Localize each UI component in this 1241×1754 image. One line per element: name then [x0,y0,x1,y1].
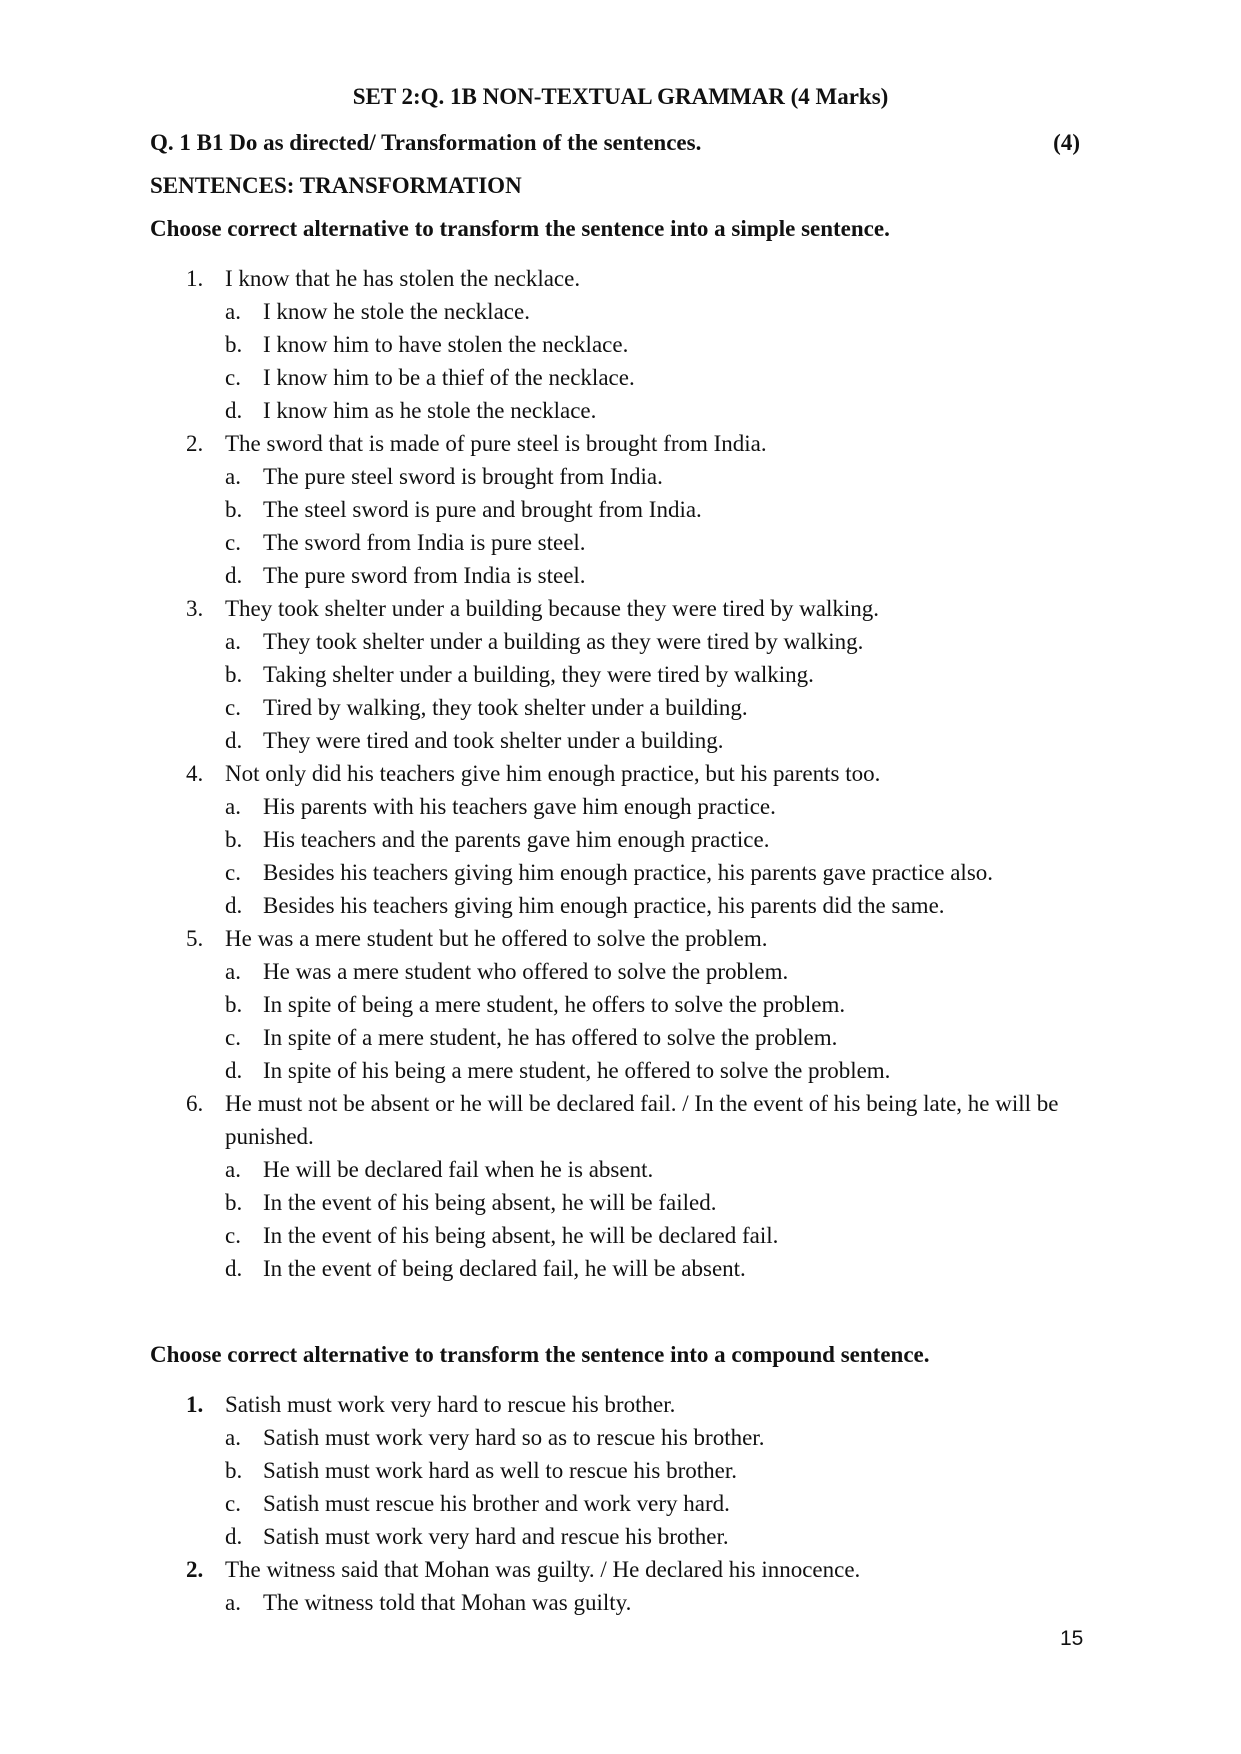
question-text: He must not be absent or he will be declared fail. / In the event of his being late, he will be punished. [225,1091,1059,1149]
question-item [150,1087,1090,1153]
option-letter: c. [225,695,241,720]
option-letter: d. [225,1058,243,1083]
option-text: They took shelter under a building as they were tired by walking. [263,629,864,654]
question-item [150,757,1090,790]
option-letter: b. [225,662,243,687]
option-letter: d. [225,563,243,588]
option-text: Tired by walking, they took shelter under a building. [263,695,748,720]
option-item [150,1421,1090,1454]
option-item [150,955,1090,988]
option-letter: b. [225,992,243,1017]
question-number: 5. [186,926,204,951]
option-letter: a. [225,464,241,489]
option-letter: d. [225,728,243,753]
option-text: The sword from India is pure steel. [263,530,586,555]
simple-question-list [150,262,1090,1285]
option-letter: a. [225,959,241,984]
option-letter: c. [225,860,241,885]
option-text: Taking shelter under a building, they were tired by walking. [263,662,814,687]
question-item [150,262,1090,295]
question-text: Q. 1 B1 Do as directed/ Transformation of the sentences. [150,130,702,155]
compound-instruction: Choose correct alternative to transform the sentence into a compound sentence. [150,1342,930,1367]
option-letter: a. [225,794,241,819]
option-text: The witness told that Mohan was guilty. [263,1590,632,1615]
option-letter: b. [225,332,243,357]
option-text: In spite of being a mere student, he offers to solve the problem. [263,992,846,1017]
option-text: I know him to be a thief of the necklace. [263,365,635,390]
option-text: In spite of a mere student, he has offered to solve the problem. [263,1025,838,1050]
option-item [150,1454,1090,1487]
question-number: 6. [186,1091,204,1116]
question-number: 2. [186,431,204,456]
option-letter: d. [225,1256,243,1281]
option-item [150,559,1090,592]
question-text: He was a mere student but he offered to solve the problem. [225,926,768,951]
question-text: Not only did his teachers give him enough practice, but his parents too. [225,761,881,786]
option-text: The pure steel sword is brought from India. [263,464,663,489]
question-item [150,1388,1090,1421]
option-text: His parents with his teachers gave him enough practice. [263,794,776,819]
option-letter: b. [225,497,243,522]
option-item [150,1219,1090,1252]
option-text: Satish must work very hard so as to rescue his brother. [263,1425,765,1450]
option-text: The steel sword is pure and brought from India. [263,497,702,522]
option-text: In spite of his being a mere student, he offered to solve the problem. [263,1058,891,1083]
option-letter: c. [225,530,241,555]
option-item [150,988,1090,1021]
option-letter: c. [225,1491,241,1516]
option-letter: b. [225,827,243,852]
option-text: In the event of being declared fail, he will be absent. [263,1256,746,1281]
option-item [150,1054,1090,1087]
option-letter: a. [225,1590,241,1615]
option-item [150,724,1090,757]
option-letter: a. [225,299,241,324]
option-item [150,823,1090,856]
question-header [150,128,1080,158]
option-letter: a. [225,629,241,654]
option-item [150,295,1090,328]
question-text: They took shelter under a building because they were tired by walking. [225,596,880,621]
option-item [150,1186,1090,1219]
option-letter: b. [225,1458,243,1483]
option-text: I know him as he stole the necklace. [263,398,597,423]
option-item [150,493,1090,526]
option-item [150,625,1090,658]
option-item [150,691,1090,724]
option-letter: b. [225,1190,243,1215]
option-item [150,1153,1090,1186]
option-item [150,889,1090,922]
question-number: 1. [186,1392,204,1417]
option-item [150,1021,1090,1054]
option-text: He will be declared fail when he is absent. [263,1157,654,1182]
question-number: 1. [186,266,204,291]
option-letter: d. [225,893,243,918]
option-letter: c. [225,365,241,390]
option-item [150,1252,1090,1285]
option-text: His teachers and the parents gave him enough practice. [263,827,770,852]
option-item [150,1487,1090,1520]
option-text: In the event of his being absent, he will be declared fail. [263,1223,779,1248]
question-text: I know that he has stolen the necklace. [225,266,581,291]
option-item [150,790,1090,823]
option-text: He was a mere student who offered to solve the problem. [263,959,789,984]
option-item [150,658,1090,691]
question-item [150,1553,1090,1586]
question-item [150,427,1090,460]
option-text: In the event of his being absent, he will be failed. [263,1190,717,1215]
option-text: Satish must work hard as well to rescue his brother. [263,1458,737,1483]
option-letter: d. [225,1524,243,1549]
option-text: Satish must work very hard and rescue his brother. [263,1524,729,1549]
question-item [150,922,1090,955]
question-marks: (4) [1053,130,1080,155]
option-letter: c. [225,1223,241,1248]
question-number: 3. [186,596,204,621]
option-item [150,394,1090,427]
page-title: SET 2:Q. 1B NON-TEXTUAL GRAMMAR (4 Marks) [352,84,889,109]
option-letter: a. [225,1425,241,1450]
option-item [150,328,1090,361]
question-number: 4. [186,761,204,786]
option-text: They were tired and took shelter under a building. [263,728,724,753]
question-text: The witness said that Mohan was guilty. / He declared his innocence. [225,1557,861,1582]
option-item [150,526,1090,559]
option-item [150,1520,1090,1553]
option-item [150,361,1090,394]
option-item [150,460,1090,493]
option-item [150,1586,1090,1619]
option-text: The pure sword from India is steel. [263,563,586,588]
page-number: 15 [1060,1627,1084,1650]
option-text: I know he stole the necklace. [263,299,530,324]
question-item [150,592,1090,625]
option-text: Besides his teachers giving him enough practice, his parents did the same. [263,893,945,918]
option-text: Satish must rescue his brother and work very hard. [263,1491,730,1516]
option-letter: c. [225,1025,241,1050]
section-heading: SENTENCES: TRANSFORMATION [150,173,522,198]
simple-instruction: Choose correct alternative to transform the sentence into a simple sentence. [150,216,890,241]
option-text: Besides his teachers giving him enough practice, his parents gave practice also. [263,860,994,885]
question-text: Satish must work very hard to rescue his brother. [225,1392,676,1417]
option-letter: a. [225,1157,241,1182]
option-item [150,856,1090,889]
option-text: I know him to have stolen the necklace. [263,332,629,357]
compound-question-list [150,1388,1090,1619]
question-text: The sword that is made of pure steel is brought from India. [225,431,767,456]
option-letter: d. [225,398,243,423]
question-number: 2. [186,1557,204,1582]
